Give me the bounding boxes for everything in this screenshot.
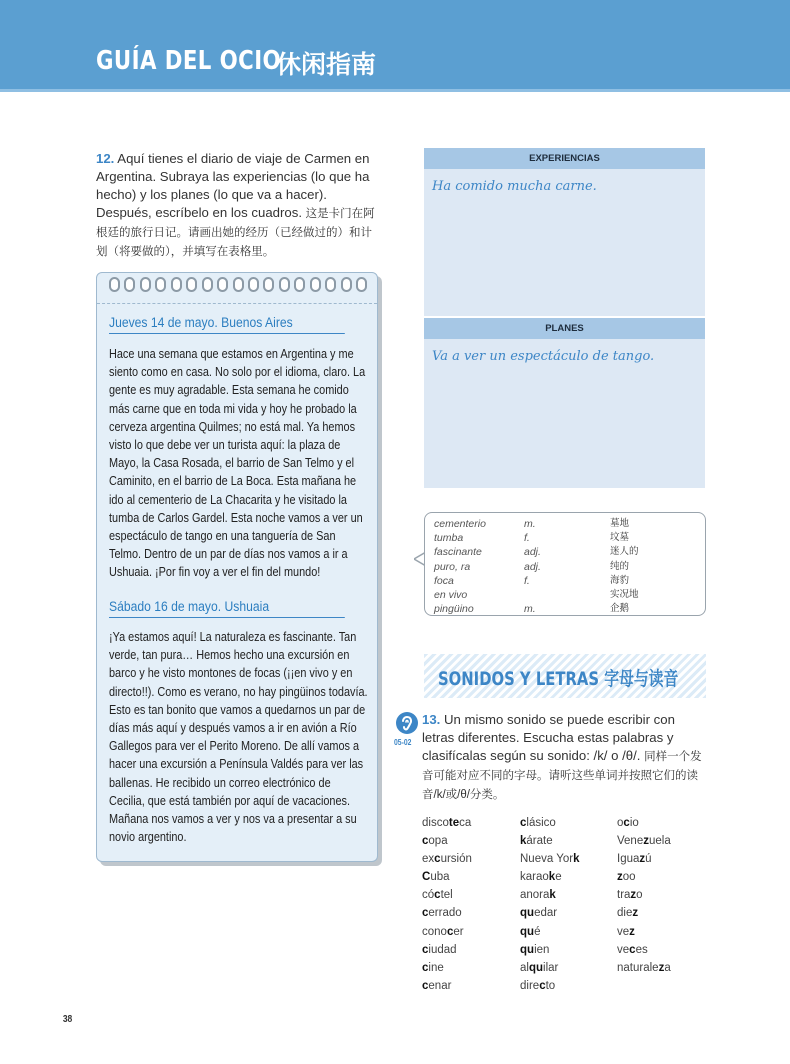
exercise-number: 13. [422,712,441,727]
vocabulary-box [424,512,706,616]
word-item: vez [617,925,635,938]
header-title-cn: 休闲指南 [276,50,377,79]
page-number: 38 [62,1014,73,1025]
word-item: kárate [520,835,553,848]
word-item: cóctel [422,889,453,902]
word-item: alquilar [520,961,559,974]
audio-ear-icon[interactable] [396,712,418,734]
word-item: directo [520,979,556,992]
word-item: clásico [520,817,556,829]
word-item: excursión [422,853,472,866]
word-column-1 [422,814,472,995]
word-item: zoo [617,871,636,884]
word-item: Nueva York [520,853,580,866]
exercise-13-instructions [422,711,707,804]
exercise-text-cn: 这是卡门在阿根廷的旅行日记。请画出她的经历（已经做过的）和计划（将要做的），并填写在表格里。 [96,208,375,258]
word-column-3 [617,814,671,977]
vocab-row: puro, ra adj. 纯的 [434,560,630,573]
word-item: Iguazú [617,853,652,866]
diary-entry-2-title: Sábado 16 de mayo. Ushuaia [109,599,345,618]
vocab-row: pingüino m. 企鹅 [434,603,630,616]
word-column-2 [520,814,579,995]
header-title: GUÍA DEL OCIO [96,46,282,76]
word-item: Cuba [422,871,450,884]
word-item: anorak [520,889,556,902]
vocab-row: cementerio m. 墓地 [434,518,630,530]
exercise-number: 12. [96,151,115,166]
word-item: cenar [422,979,452,992]
word-item: veces [617,943,648,956]
vocab-row: foca f. 海豹 [434,574,630,587]
word-item: diez [617,907,639,920]
exercise-text-cn: 同样一个发音可能对应不同的字母。请听这些单词并按照它们的读音/k/或/θ/分类。 [422,751,702,801]
diary-entry-2-text: ¡Ya estamos aquí! La naturaleza es fascinante. Tan verde, tan pura… Hemos hecho una excursión en barco y he visto montones de focas (¡¡en vivo y en directo!!). Como es verano, no hay pingüinos todavía. Esto es tan bonito que vamos a quedarnos un par de días más aquí y después vamos a ir en avión a Río Gallegos para ver el Perito Moreno. De allí vamos a hacer una excursión a Península Valdés para ver las ballenas. He recibido un correo electrónico de Cecilia, que está también por aquí de vacaciones. Mañana nos vamos a ver y nos va a presentar a su novio argentino. [109,630,368,845]
diary-notebook [96,272,378,862]
word-item: Venezuela [617,835,671,848]
planes-answer[interactable]: Va a ver un espectáculo de tango. [432,349,655,364]
exercise-text: Aquí tienes el diario de viaje de Carmen en Argentina. Subraya las experiencias (lo que ha hecho) y los planes (lo que va a hacer). Después, escríbelo en los cuadros. [96,151,370,220]
word-item: naturaleza [617,961,671,974]
word-item: cine [422,961,444,974]
vocab-row: fascinante adj. 迷人的 [434,546,639,559]
experiencias-answer[interactable]: Ha comido mucha carne. [432,179,597,194]
header-bar [0,0,790,92]
notebook-perforation [97,303,377,304]
section-title: SONIDOS Y LETRAS 字母与读音 [438,668,679,690]
notebook-spiral [109,277,367,299]
word-item: ocio [617,817,639,829]
planes-header: PLANES [424,318,705,339]
vocab-row: en vivo 实况地 [434,588,639,601]
word-item: trazo [617,889,643,902]
experiencias-box [424,148,705,316]
word-item: quedar [520,907,558,920]
word-item: quien [520,943,550,956]
exercise-12-instructions [96,150,378,261]
vocab-row: tumba f. 坟墓 [434,532,630,545]
experiencias-header: EXPERIENCIAS [424,148,705,169]
word-item: discoteca [422,817,472,829]
word-item: conocer [422,925,464,938]
word-item: karaoke [520,871,562,884]
planes-box [424,318,705,488]
section-banner [424,654,706,698]
word-item: ciudad [422,943,457,956]
diary-entry-1-title: Jueves 14 de mayo. Buenos Aires [109,315,345,334]
word-item: cerrado [422,907,462,920]
word-item: qué [520,925,541,938]
audio-track-label: 05-02 [394,738,412,747]
exercise-text: Un mismo sonido se puede escribir con letras diferentes. Escucha estas palabras y clasifícalas según su sonido: /k/ o /θ/. [422,712,675,763]
diary-entry-1-text: Hace una semana que estamos en Argentina y me siento como en casa. No solo por el idioma, claro. La gente es muy agradable. Esta semana he comido más carne que en toda mi vida y hoy he probado la cerveza argentina Quilmes; no está mal. Ya hemos visto lo que debe ver un turista aquí: la plaza de Mayo, la Casa Rosada, el barrio de San Telmo y el Caminito, en el barrio de La Boca. Esta mañana he ido al cementerio de La Chacarita y he visitado la tumba de Carlos Gardel. Esta noche vamos a ver un espectáculo de tango en una tanguería de San Telmo. Dentro de un par de días nos vamos a ir a Ushuaia. ¡Por fin voy a ver el fin del mundo! [109,347,366,580]
word-item: copa [422,835,448,848]
